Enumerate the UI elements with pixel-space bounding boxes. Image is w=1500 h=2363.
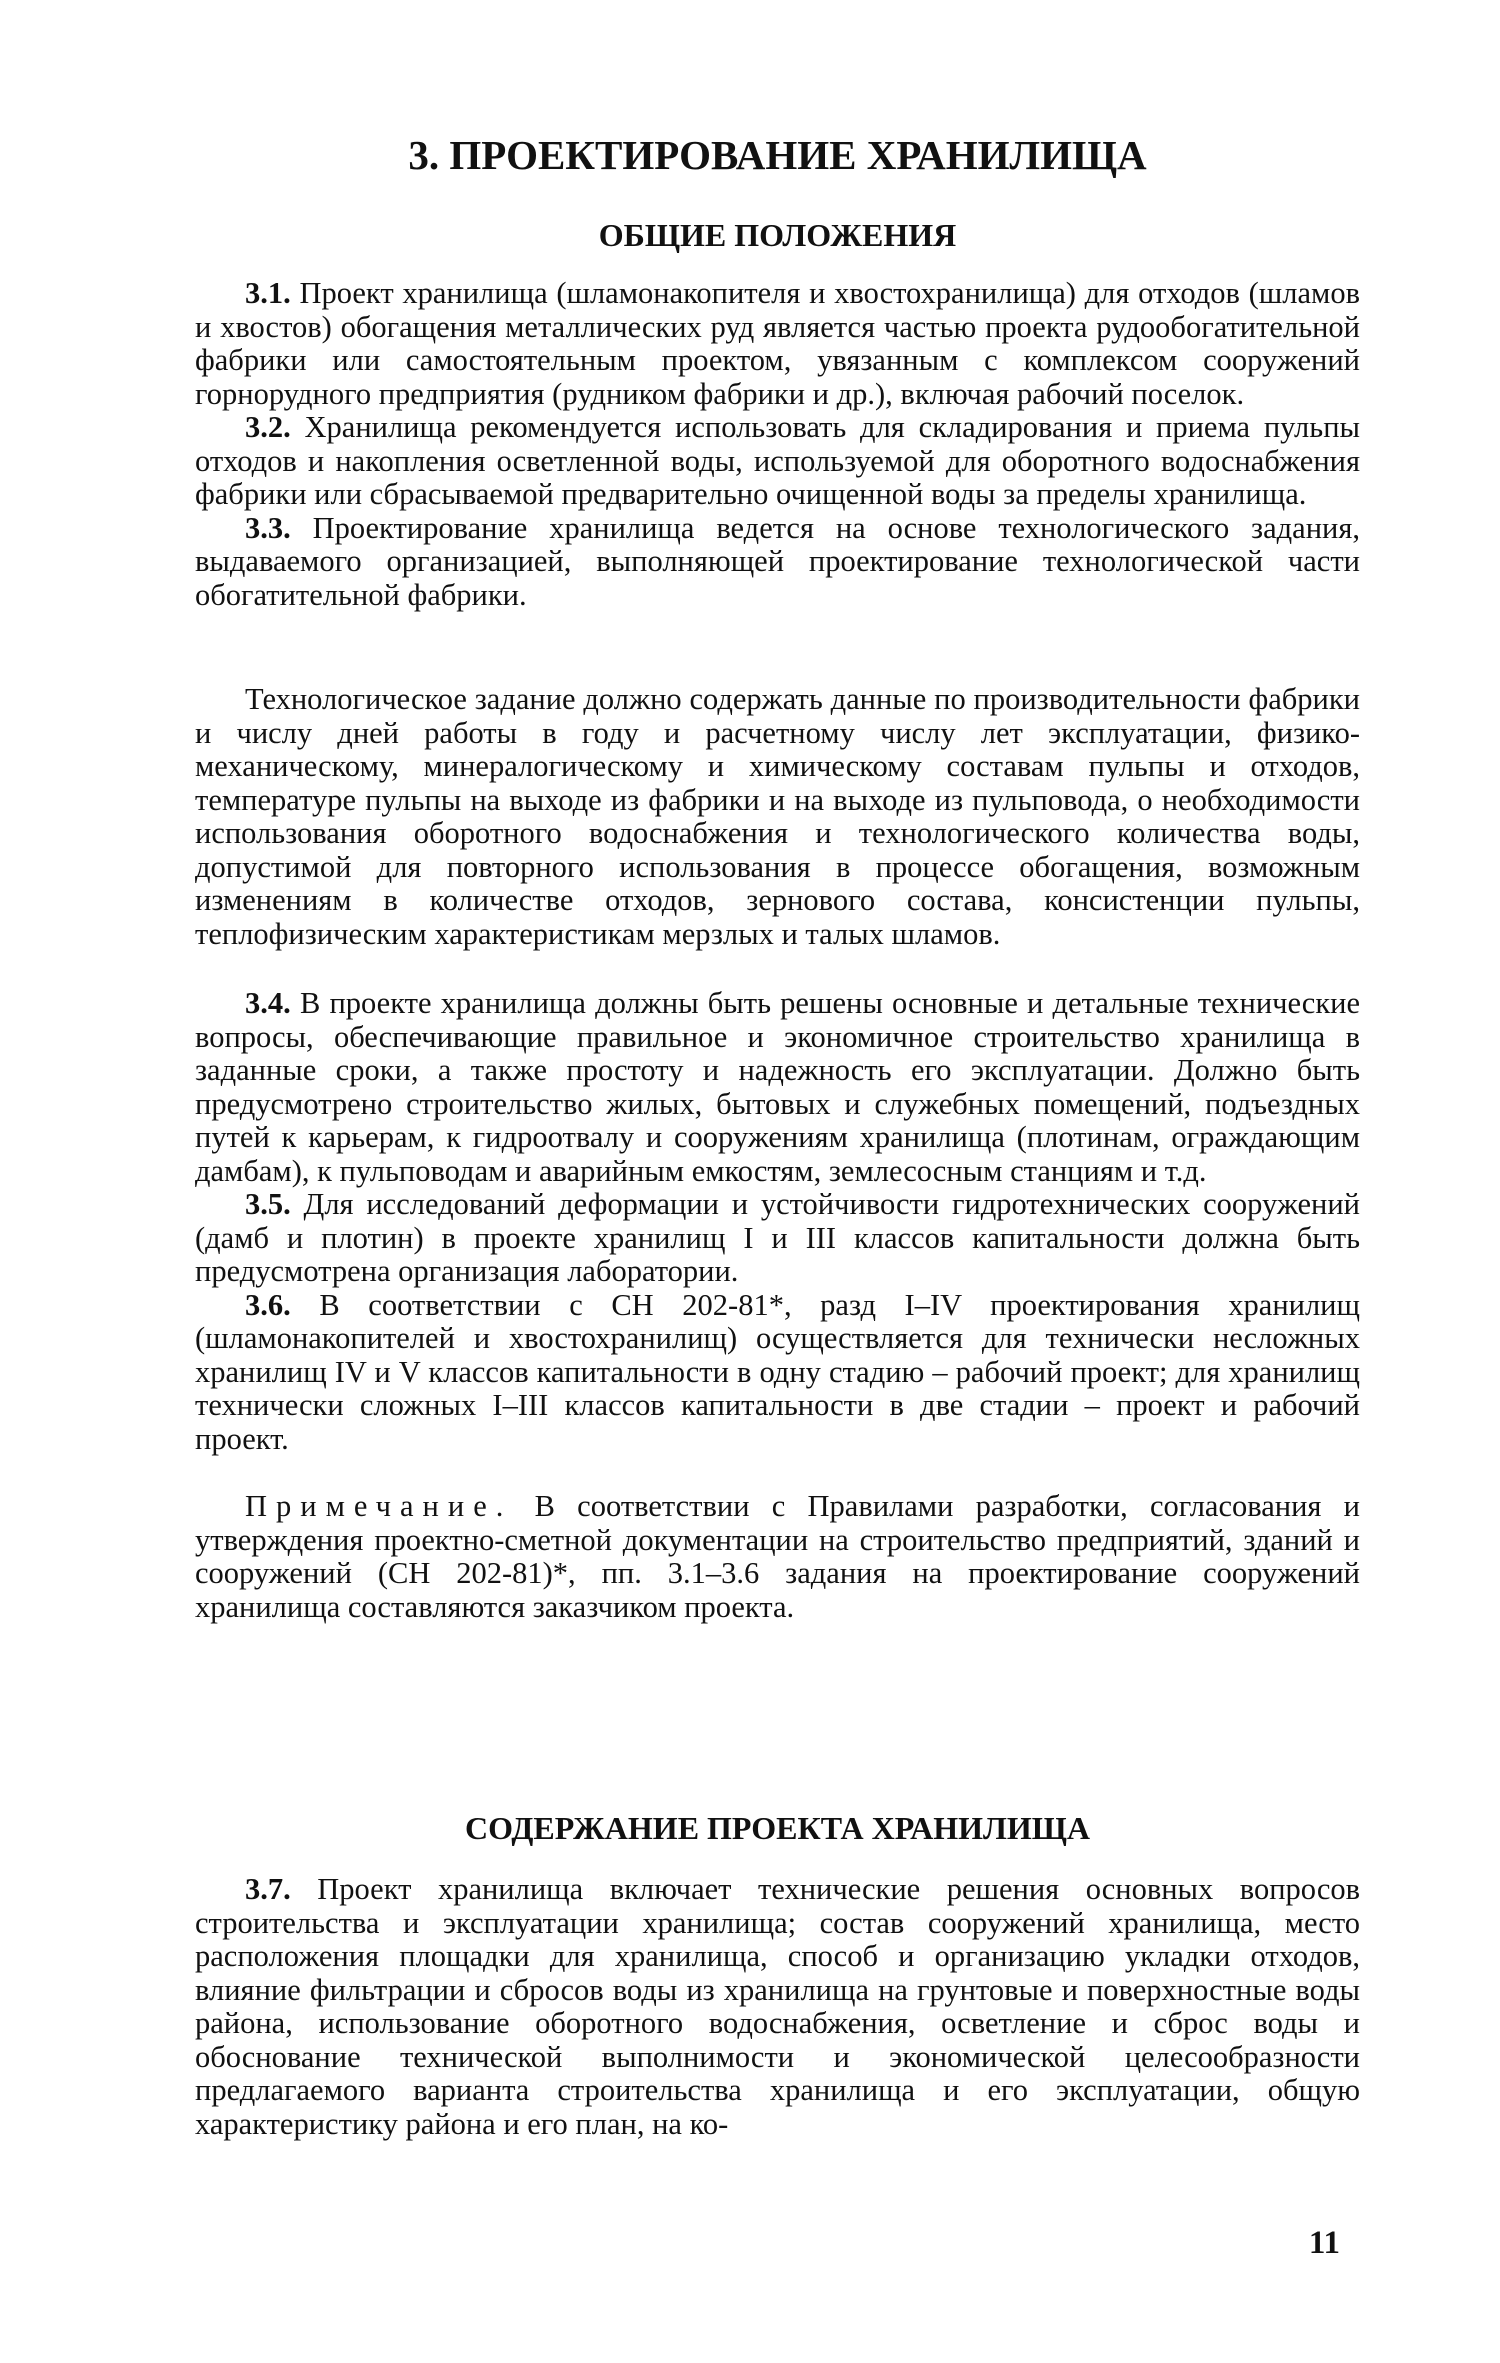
paragraph-number: 3.2.	[245, 410, 291, 444]
paragraph-text: В проекте хранилища должны быть решены основные и детальные технические вопросы, обеспечивающие правильное и экономичное строительство хранилища в заданные сроки, а также простоту и надежность его эксплуатации. Должно быть предусмотрено строительство жилых, бытовых и служебных помещений, подъездных путей к карьерам, к гидроотвалу и сооружениям хранилища (плотинам, ограждающим дамбам), к пульповодам и аварийным емкостям, землесосным станциям и т.д.	[195, 986, 1360, 1188]
paragraph-number: 3.5.	[245, 1187, 291, 1221]
paragraph-3-7-block	[195, 1873, 1360, 2141]
paragraph-text: В соответствии с СН 202-81*, разд I–IV проектирования хранилищ (шламонакопителей и хвостохранилищ) осуществляется для технически несложных хранилищ IV и V классов капитальности в одну стадию – рабочий проект; для хранилищ технически сложных I–III классов капитальности в две стадии – проект и рабочий проект.	[195, 1287, 1360, 1456]
paragraph-3-3	[195, 512, 1360, 613]
paragraphs-group-1	[195, 277, 1360, 612]
paragraph-text: Проектирование хранилища ведется на основе технологического задания, выдаваемого организацией, выполняющей проектирование технологической части обогатительной фабрики.	[195, 510, 1361, 612]
note-block	[195, 1490, 1360, 1624]
paragraph-3-1	[195, 277, 1360, 411]
note-text: В соответствии с Правилами разработки, согласования и утверждения проектно-сметной документации на строительство предприятий, зданий и сооружений (СН 202-81)*, пп. 3.1–3.6 задания на проектирование сооружений хранилища составляются заказчиком проекта.	[195, 1489, 1361, 1624]
paragraph-tech-task-block	[195, 683, 1360, 951]
chapter-title: 3. ПРОЕКТИРОВАНИЕ ХРАНИЛИЩА	[408, 132, 1147, 178]
paragraph-3-5	[195, 1188, 1360, 1289]
paragraph-number: 3.1.	[245, 276, 291, 310]
page-number: 11	[1308, 2225, 1340, 2261]
paragraph-text: Для исследований деформации и устойчивости гидротехнических сооружений (дамб и плотин) в проекте хранилищ I и III классов капитальности должна быть предусмотрена организация лаборатории.	[195, 1187, 1361, 1288]
paragraph-3-7	[195, 1873, 1360, 2141]
paragraphs-group-2	[195, 987, 1360, 1456]
note-paragraph	[195, 1490, 1360, 1624]
paragraph-text: Проект хранилища (шламонакопителя и хвостохранилища) для отходов (шламов и хвостов) обогащения металлических руд является частью проекта рудообогатительной фабрики или самостоятельным проектом, увязанным с комплексом сооружений горнорудного предприятия (рудником фабрики и др.), включая рабочий поселок.	[195, 276, 1361, 411]
section-title-general: ОБЩИЕ ПОЛОЖЕНИЯ	[598, 217, 957, 253]
section-title-contents: СОДЕРЖАНИЕ ПРОЕКТА ХРАНИЛИЩА	[464, 1810, 1091, 1846]
paragraph-number: 3.7.	[245, 1872, 291, 1906]
paragraph-number: 3.3.	[245, 510, 291, 545]
paragraph-number: 3.4.	[245, 986, 291, 1020]
paragraph-3-4	[195, 987, 1360, 1188]
note-label: Примечание.	[245, 1489, 513, 1523]
paragraph-number: 3.6.	[245, 1287, 291, 1322]
paragraph-text: Хранилища рекомендуется использовать для складирования и приема пульпы отходов и накопления осветленной воды, используемой для оборотного водоснабжения фабрики или сбрасываемой предварительно очищенной воды за пределы хранилища.	[195, 410, 1361, 511]
paragraph-tech-task: Технологическое задание должно содержать данные по производительности фабрики и числу дней работы в году и расчетному числу лет эксплуатации, физико-механическому, минералогическому и химическому составам пульпы и отходов, температуре пульпы на выходе из фабрики и на выходе из пульповода, о необходимости использования оборотного водоснабжения и технологического количества воды, допустимой для повторного использования в процессе обогащения, возможным изменениям в количестве отходов, зернового состава, консистенции пульпы, теплофизическим характеристикам мерзлых и талых шламов.	[195, 682, 1360, 951]
paragraph-text: Проект хранилища включает технические решения основных вопросов строительства и эксплуатации хранилища; состав сооружений хранилища, место расположения площадки для хранилища, способ и организацию укладки отходов, влияние фильтрации и сбросов воды из хранилища на грунтовые и поверхностные воды района, использование оборотного водоснабжения, осветление и сброс воды и обоснование технической выполнимости и экономической целесообразности предлагаемого варианта строительства хранилища и его эксплуатации, общую характеристику района и его план, на ко-	[195, 1872, 1361, 2141]
paragraph-3-2	[195, 411, 1360, 512]
paragraph-3-6	[195, 1289, 1360, 1457]
